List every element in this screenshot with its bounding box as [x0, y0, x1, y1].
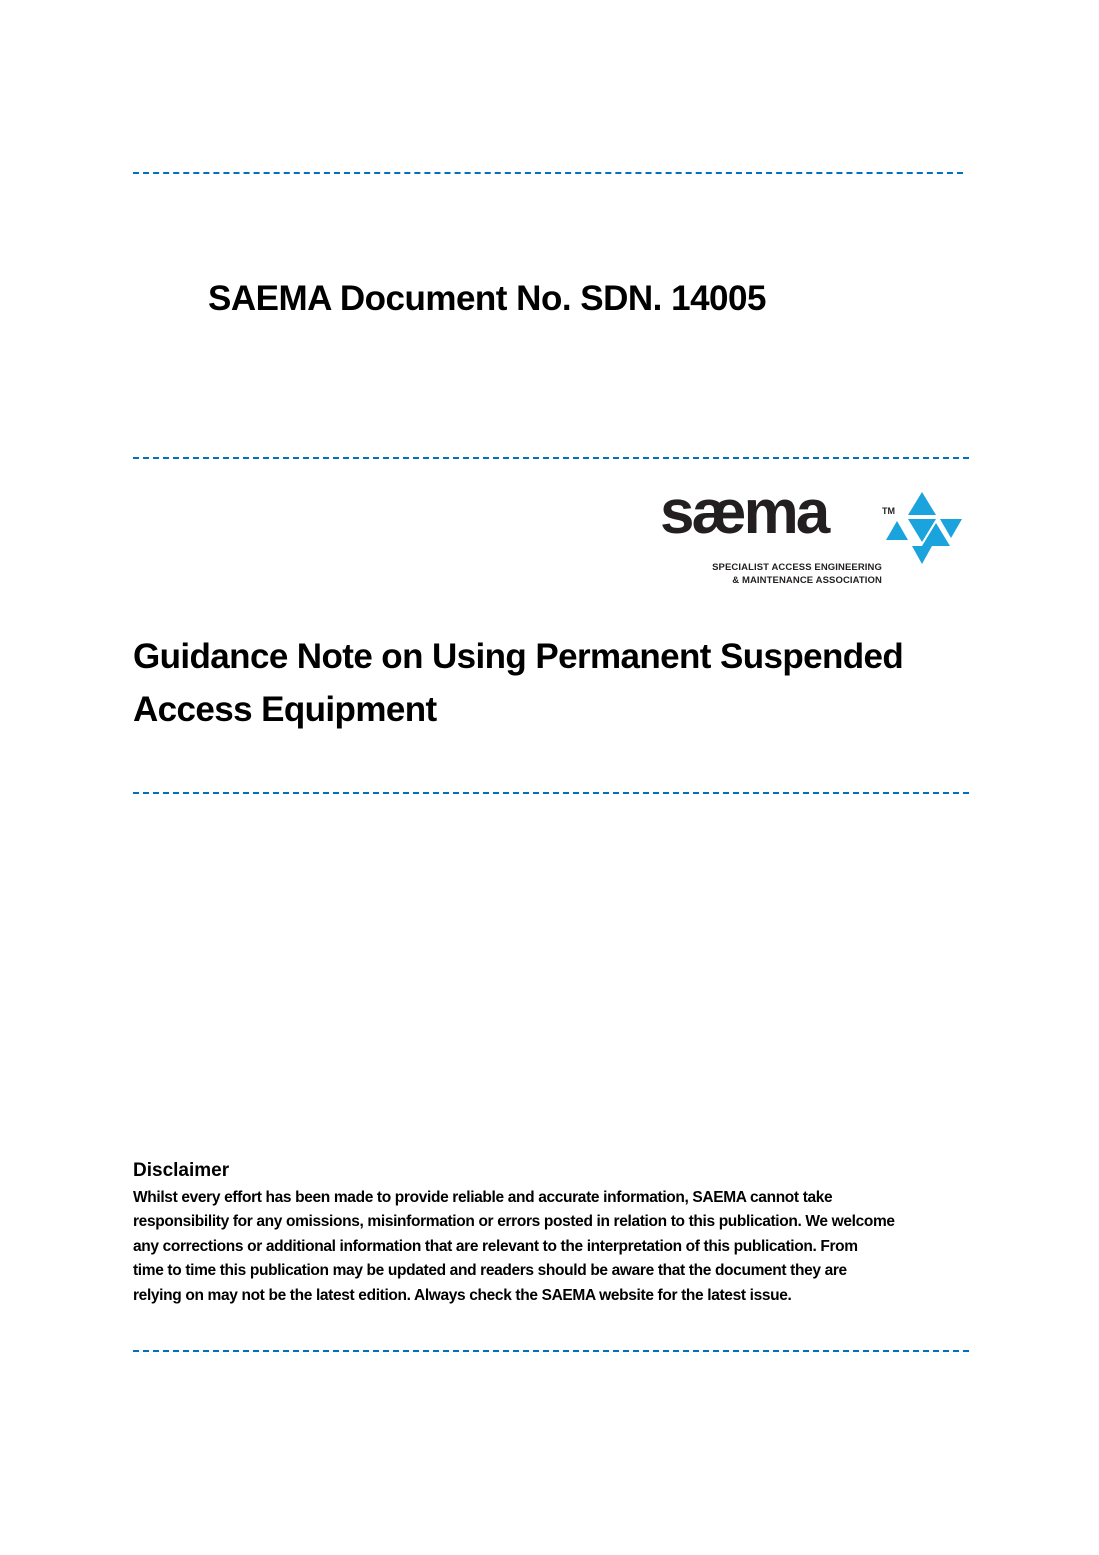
- divider-rule: [133, 172, 963, 174]
- disclaimer-line: any corrections or additional information that are relevant to the interpretation of this publication. From: [133, 1237, 858, 1255]
- logo-trademark: TM: [882, 506, 895, 516]
- document-title: [133, 630, 993, 736]
- triangle-mark-icon: [886, 490, 964, 568]
- divider-rule: [133, 792, 969, 794]
- document-number: SAEMA Document No. SDN. 14005: [208, 279, 766, 318]
- logo-wordmark: sæma: [660, 478, 828, 547]
- disclaimer-line: relying on may not be the latest edition. Always check the SAEMA website for the latest issue.: [133, 1286, 792, 1304]
- saema-logo: [660, 478, 965, 592]
- disclaimer-line: Whilst every effort has been made to provide reliable and accurate information, SAEMA cannot take: [133, 1189, 833, 1206]
- title-line: Guidance Note on Using Permanent Suspended: [133, 637, 904, 676]
- logo-subtitle: & MAINTENANCE ASSOCIATION: [732, 575, 882, 586]
- divider-rule: [133, 457, 969, 459]
- title-line: Access Equipment: [133, 690, 437, 729]
- divider-rule: [133, 1350, 969, 1352]
- logo-subtitle: SPECIALIST ACCESS ENGINEERING: [712, 562, 882, 573]
- disclaimer-line: responsibility for any omissions, misinformation or errors posted in relation to this publication. We welcome: [133, 1213, 895, 1231]
- disclaimer-line: time to time this publication may be updated and readers should be aware that the document they are: [133, 1262, 847, 1280]
- disclaimer-text: [133, 1186, 983, 1308]
- disclaimer-heading: Disclaimer: [133, 1160, 230, 1181]
